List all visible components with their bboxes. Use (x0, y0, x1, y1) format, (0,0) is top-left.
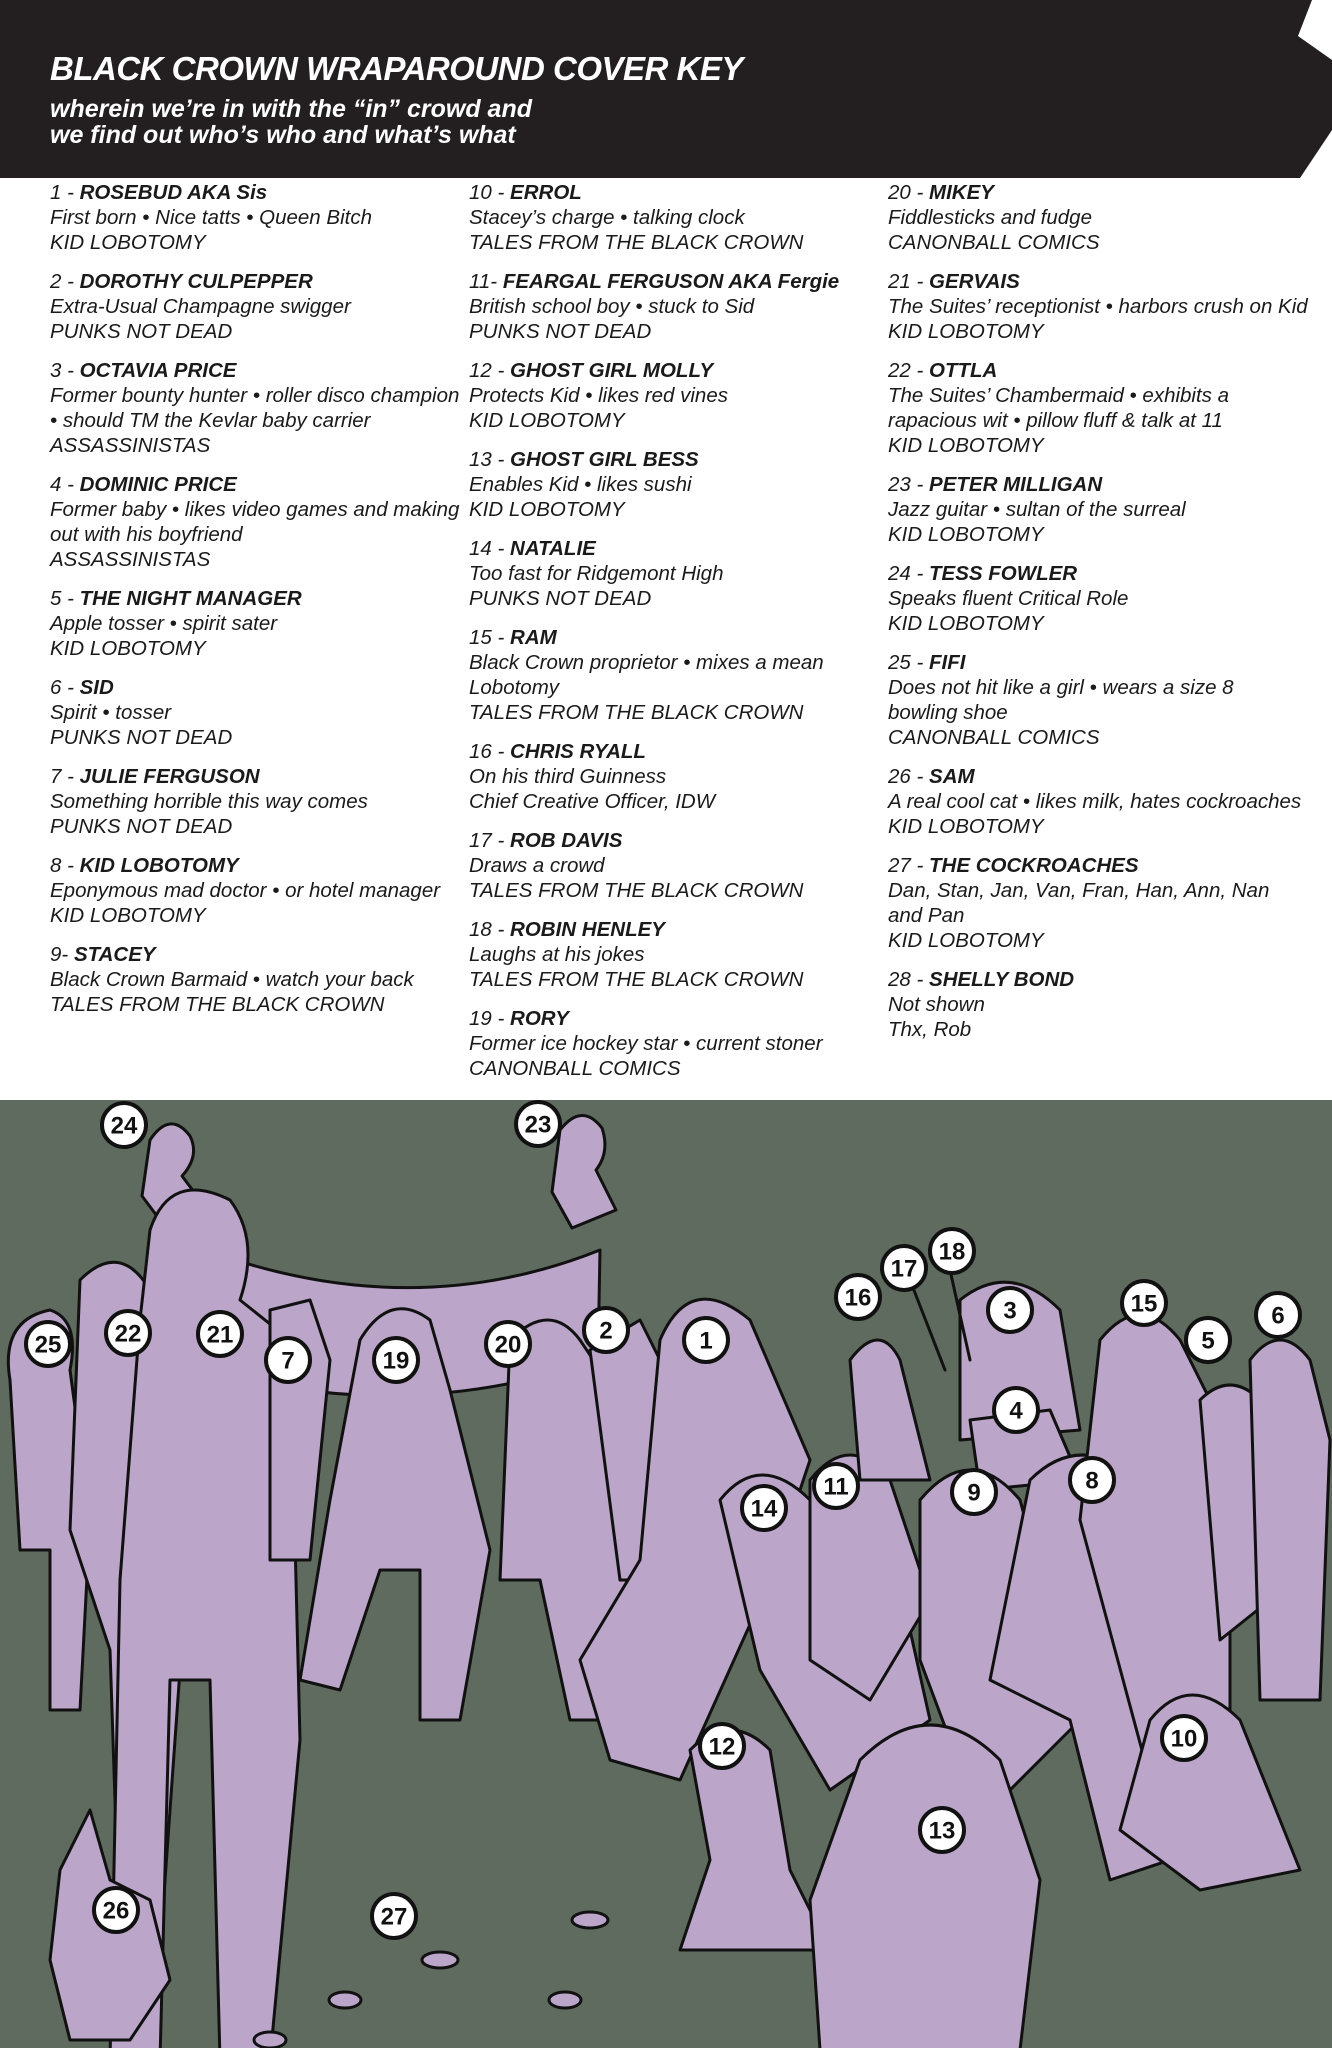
entry-description: Former ice hockey star • current stoner (469, 1032, 823, 1055)
key-entry (888, 967, 1308, 1042)
number-badge (684, 1318, 728, 1362)
entry-name: SID (79, 676, 114, 699)
page-subtitle (50, 96, 750, 148)
entry-name: FEARGAL FERGUSON AKA Fergie (502, 270, 840, 293)
entry-number: 20 - (888, 181, 930, 204)
entry-heading (50, 472, 470, 497)
entry-number: 11- (469, 270, 503, 293)
number-badge (266, 1338, 310, 1382)
number-badge (814, 1464, 858, 1508)
entry-name: ERROL (510, 181, 582, 204)
key-entry (888, 358, 1308, 458)
entry-name: OTTLA (929, 359, 998, 382)
entry-heading (469, 625, 889, 650)
key-entry (469, 447, 889, 522)
entry-number: 24 - (888, 562, 930, 585)
entry-name: PETER MILLIGAN (929, 473, 1103, 496)
badge-number: 4 (1009, 1397, 1023, 1425)
entry-series: KID LOBOTOMY (888, 929, 1044, 952)
number-badge (742, 1486, 786, 1530)
entry-heading (469, 1006, 889, 1031)
entry-number: 18 - (469, 918, 511, 941)
entry-description: Draws a crowd (469, 854, 605, 877)
entry-series: PUNKS NOT DEAD (50, 815, 233, 838)
entry-number: 22 - (888, 359, 930, 382)
entry-description: Extra-Usual Champagne swigger (50, 295, 351, 318)
entry-series: KID LOBOTOMY (888, 523, 1044, 546)
entry-series: TALES FROM THE BLACK CROWN (469, 968, 804, 991)
entry-series: CANONBALL COMICS (888, 726, 1100, 749)
badge-number: 27 (380, 1903, 408, 1931)
number-badge (584, 1308, 628, 1352)
badge-number: 3 (1003, 1297, 1017, 1325)
badge-number: 17 (890, 1255, 918, 1283)
entry-series: KID LOBOTOMY (888, 434, 1044, 457)
roach-d (254, 2032, 286, 2048)
entry-name: DOROTHY CULPEPPER (79, 270, 313, 293)
figure-6 (1250, 1340, 1330, 1700)
badge-number: 19 (382, 1347, 410, 1375)
entry-heading (888, 269, 1308, 294)
entry-name: ROB DAVIS (510, 829, 623, 852)
badge-number: 1 (699, 1327, 713, 1355)
entry-heading (888, 764, 1308, 789)
entry-number: 9- (50, 943, 74, 966)
entry-name: TESS FOWLER (929, 562, 1078, 585)
entry-description: Apple tosser • spirit sater (50, 612, 278, 635)
entry-number: 15 - (469, 626, 511, 649)
badge-number: 13 (928, 1817, 956, 1845)
key-entry (50, 675, 470, 750)
number-badge (994, 1388, 1038, 1432)
entry-number: 28 - (888, 968, 930, 991)
number-badge (372, 1894, 416, 1938)
figure-23 (552, 1115, 616, 1228)
badge-number: 24 (110, 1112, 138, 1140)
entry-description: Speaks fluent Critical Role (888, 587, 1129, 610)
subtitle-line-2: we find out who’s who and what’s what (50, 121, 516, 149)
entry-number: 6 - (50, 676, 80, 699)
key-entry (469, 828, 889, 903)
key-entry (888, 764, 1308, 839)
entry-series: Chief Creative Officer, IDW (469, 790, 716, 813)
entry-number: 16 - (469, 740, 511, 763)
entry-series: KID LOBOTOMY (888, 320, 1044, 343)
entry-name: JULIE FERGUSON (79, 765, 260, 788)
entry-description: Former bounty hunter • roller disco champion • should TM the Kevlar baby carrier (50, 384, 460, 432)
entry-heading (888, 561, 1308, 586)
entry-description: The Suites’ Chambermaid • exhibits a rapacious wit • pillow fluff & talk at 11 (888, 384, 1230, 432)
cover-illustration (0, 1100, 1332, 2048)
number-badge (836, 1275, 880, 1319)
key-entry (50, 472, 470, 572)
entry-heading (469, 917, 889, 942)
entry-description: Eponymous mad doctor • or hotel manager (50, 879, 441, 902)
badge-number: 26 (102, 1897, 130, 1925)
banner-notch-shape (1272, 0, 1332, 178)
key-entry (469, 269, 889, 344)
roach-e (549, 1992, 581, 2008)
entry-description: Black Crown Barmaid • watch your back (50, 968, 414, 991)
key-entry (888, 650, 1308, 750)
entry-name: RORY (510, 1007, 569, 1030)
entry-name: KID LOBOTOMY (79, 854, 239, 877)
badge-number: 7 (281, 1347, 295, 1375)
entry-name: ROBIN HENLEY (510, 918, 665, 941)
entry-number: 3 - (50, 359, 80, 382)
entry-number: 2 - (50, 270, 80, 293)
entry-number: 7 - (50, 765, 80, 788)
number-badge (952, 1470, 996, 1514)
entry-heading (469, 358, 889, 383)
entry-heading (469, 536, 889, 561)
page-title: BLACK CROWN WRAPAROUND COVER KEY (50, 50, 743, 87)
number-badge (700, 1724, 744, 1768)
entry-heading (888, 472, 1308, 497)
entry-heading (50, 358, 470, 383)
number-badge (102, 1103, 146, 1147)
entry-series: TALES FROM THE BLACK CROWN (50, 993, 385, 1016)
key-entry (50, 358, 470, 458)
entry-series: ASSASSINISTAS (50, 548, 211, 571)
number-badge (1256, 1293, 1300, 1337)
entry-heading (50, 586, 470, 611)
entry-number: 14 - (469, 537, 511, 560)
entry-series: CANONBALL COMICS (888, 231, 1100, 254)
roach-a (422, 1952, 458, 1968)
badge-number: 14 (750, 1495, 778, 1523)
number-badge (1070, 1458, 1114, 1502)
number-badge (1122, 1281, 1166, 1325)
key-entry (50, 942, 470, 1017)
entry-name: NATALIE (510, 537, 596, 560)
entry-heading (469, 739, 889, 764)
entry-name: ROSEBUD AKA Sis (79, 181, 268, 204)
entry-heading (50, 675, 470, 700)
entry-name: THE NIGHT MANAGER (79, 587, 302, 610)
entry-name: RAM (510, 626, 557, 649)
entry-description: Dan, Stan, Jan, Van, Fran, Han, Ann, Nan and Pan (888, 879, 1270, 927)
number-badge (26, 1322, 70, 1366)
number-badge (930, 1229, 974, 1273)
entry-name: GERVAIS (929, 270, 1020, 293)
key-column-3 (888, 180, 1308, 1056)
entry-number: 13 - (469, 448, 511, 471)
entry-series: TALES FROM THE BLACK CROWN (469, 231, 804, 254)
number-badge (374, 1338, 418, 1382)
key-entry (469, 917, 889, 992)
entry-series: TALES FROM THE BLACK CROWN (469, 701, 804, 724)
entry-number: 25 - (888, 651, 930, 674)
entry-series: TALES FROM THE BLACK CROWN (469, 879, 804, 902)
entry-description: Too fast for Ridgemont High (469, 562, 724, 585)
number-badge (920, 1808, 964, 1852)
drumstick-17 (910, 1280, 945, 1370)
entry-series: KID LOBOTOMY (888, 815, 1044, 838)
entry-series: PUNKS NOT DEAD (469, 587, 652, 610)
entry-heading (888, 967, 1308, 992)
entry-description: First born • Nice tatts • Queen Bitch (50, 206, 372, 229)
entry-number: 5 - (50, 587, 80, 610)
entry-series: ASSASSINISTAS (50, 434, 211, 457)
badge-number: 6 (1271, 1302, 1285, 1330)
entry-description: Something horrible this way comes (50, 790, 368, 813)
key-entry (50, 180, 470, 255)
entry-series: PUNKS NOT DEAD (469, 320, 652, 343)
entry-description: Not shown (888, 993, 985, 1016)
entry-heading (888, 853, 1308, 878)
number-badge (198, 1312, 242, 1356)
entry-series: KID LOBOTOMY (469, 498, 625, 521)
entry-name: THE COCKROACHES (929, 854, 1139, 877)
entry-number: 19 - (469, 1007, 511, 1030)
key-entry (469, 180, 889, 255)
key-entry (469, 625, 889, 725)
entry-heading (50, 269, 470, 294)
roach-b (572, 1912, 608, 1928)
entry-number: 21 - (888, 270, 930, 293)
key-entry (888, 853, 1308, 953)
entry-description: Spirit • tosser (50, 701, 172, 724)
badge-number: 16 (844, 1284, 872, 1312)
key-entry (50, 764, 470, 839)
entry-number: 26 - (888, 765, 930, 788)
entry-description: Does not hit like a girl • wears a size 8 bowling shoe (888, 676, 1234, 724)
entry-description: Enables Kid • likes sushi (469, 473, 692, 496)
number-badge (106, 1311, 150, 1355)
entry-series: KID LOBOTOMY (50, 637, 206, 660)
entry-number: 10 - (469, 181, 511, 204)
badge-number: 25 (34, 1331, 62, 1359)
badge-number: 21 (206, 1321, 234, 1349)
entry-name: GHOST GIRL BESS (510, 448, 699, 471)
badge-number: 10 (1170, 1725, 1198, 1753)
entry-description: On his third Guinness (469, 765, 667, 788)
number-badge (94, 1888, 138, 1932)
entry-name: SHELLY BOND (929, 968, 1075, 991)
roach-c (329, 1992, 361, 2008)
number-badge (1186, 1318, 1230, 1362)
badge-number: 15 (1130, 1290, 1158, 1318)
entry-heading (888, 650, 1308, 675)
entry-series: CANONBALL COMICS (469, 1057, 681, 1080)
entry-description: Stacey’s charge • talking clock (469, 206, 745, 229)
subtitle-line-1: wherein we’re in with the “in” crowd and (50, 95, 533, 123)
entry-heading (469, 269, 889, 294)
number-badge (1162, 1716, 1206, 1760)
entry-number: 4 - (50, 473, 80, 496)
entry-heading (888, 358, 1308, 383)
entry-description: The Suites’ receptionist • harbors crush on Kid (888, 295, 1308, 318)
entry-number: 23 - (888, 473, 930, 496)
key-entry (888, 561, 1308, 636)
key-entry (50, 853, 470, 928)
key-entry (50, 586, 470, 661)
key-column-2 (469, 180, 889, 1095)
entry-heading (469, 447, 889, 472)
entry-description: Fiddlesticks and fudge (888, 206, 1092, 229)
key-entry (469, 536, 889, 611)
key-entry (469, 1006, 889, 1081)
entry-name: GHOST GIRL MOLLY (510, 359, 714, 382)
badge-number: 23 (524, 1111, 552, 1139)
figure-16 (850, 1340, 930, 1480)
entry-heading (50, 764, 470, 789)
entry-heading (469, 180, 889, 205)
entry-number: 27 - (888, 854, 930, 877)
entry-name: DOMINIC PRICE (79, 473, 237, 496)
entry-name: MIKEY (929, 181, 994, 204)
key-entry (888, 180, 1308, 255)
entry-series: KID LOBOTOMY (888, 612, 1044, 635)
entry-number: 8 - (50, 854, 80, 877)
crowd-silhouettes (0, 1100, 1332, 2048)
entry-name: STACEY (73, 943, 156, 966)
badge-number: 20 (494, 1331, 522, 1359)
entry-description: Protects Kid • likes red vines (469, 384, 728, 407)
number-badge (516, 1102, 560, 1146)
entry-heading (50, 853, 470, 878)
entry-name: CHRIS RYALL (510, 740, 646, 763)
badge-number: 5 (1201, 1327, 1215, 1355)
key-entry (50, 269, 470, 344)
entry-number: 1 - (50, 181, 80, 204)
badge-number: 22 (114, 1320, 142, 1348)
key-entry (888, 269, 1308, 344)
number-badge (486, 1322, 530, 1366)
entry-series: KID LOBOTOMY (50, 904, 206, 927)
number-badge (882, 1246, 926, 1290)
badge-number: 12 (708, 1733, 736, 1761)
badge-number: 11 (823, 1473, 849, 1501)
entry-name: OCTAVIA PRICE (79, 359, 237, 382)
entry-name: FIFI (929, 651, 966, 674)
entry-description: A real cool cat • likes milk, hates cockroaches (888, 790, 1302, 813)
number-badge (988, 1288, 1032, 1332)
badge-number: 18 (938, 1238, 966, 1266)
badge-number: 2 (599, 1317, 613, 1345)
entry-series: KID LOBOTOMY (469, 409, 625, 432)
figure-12 (680, 1730, 830, 1950)
key-entry (888, 472, 1308, 547)
entry-heading (50, 180, 470, 205)
entry-description: Black Crown proprietor • mixes a mean Lobotomy (469, 651, 824, 699)
header-banner (0, 0, 1332, 178)
entry-description: Former baby • likes video games and making out with his boyfriend (50, 498, 460, 546)
entry-series: Thx, Rob (888, 1018, 972, 1041)
badge-number: 9 (967, 1479, 981, 1507)
entry-description: British school boy • stuck to Sid (469, 295, 755, 318)
entry-heading (50, 942, 470, 967)
entry-series: PUNKS NOT DEAD (50, 726, 233, 749)
badge-number: 8 (1085, 1467, 1099, 1495)
entry-series: KID LOBOTOMY (50, 231, 206, 254)
entry-description: Laughs at his jokes (469, 943, 645, 966)
entry-number: 12 - (469, 359, 511, 382)
key-entry (469, 358, 889, 433)
entry-name: SAM (929, 765, 975, 788)
key-column-1 (50, 180, 470, 1031)
entry-heading (888, 180, 1308, 205)
key-entry (469, 739, 889, 814)
entry-number: 17 - (469, 829, 511, 852)
entry-description: Jazz guitar • sultan of the surreal (888, 498, 1186, 521)
entry-series: PUNKS NOT DEAD (50, 320, 233, 343)
entry-heading (469, 828, 889, 853)
